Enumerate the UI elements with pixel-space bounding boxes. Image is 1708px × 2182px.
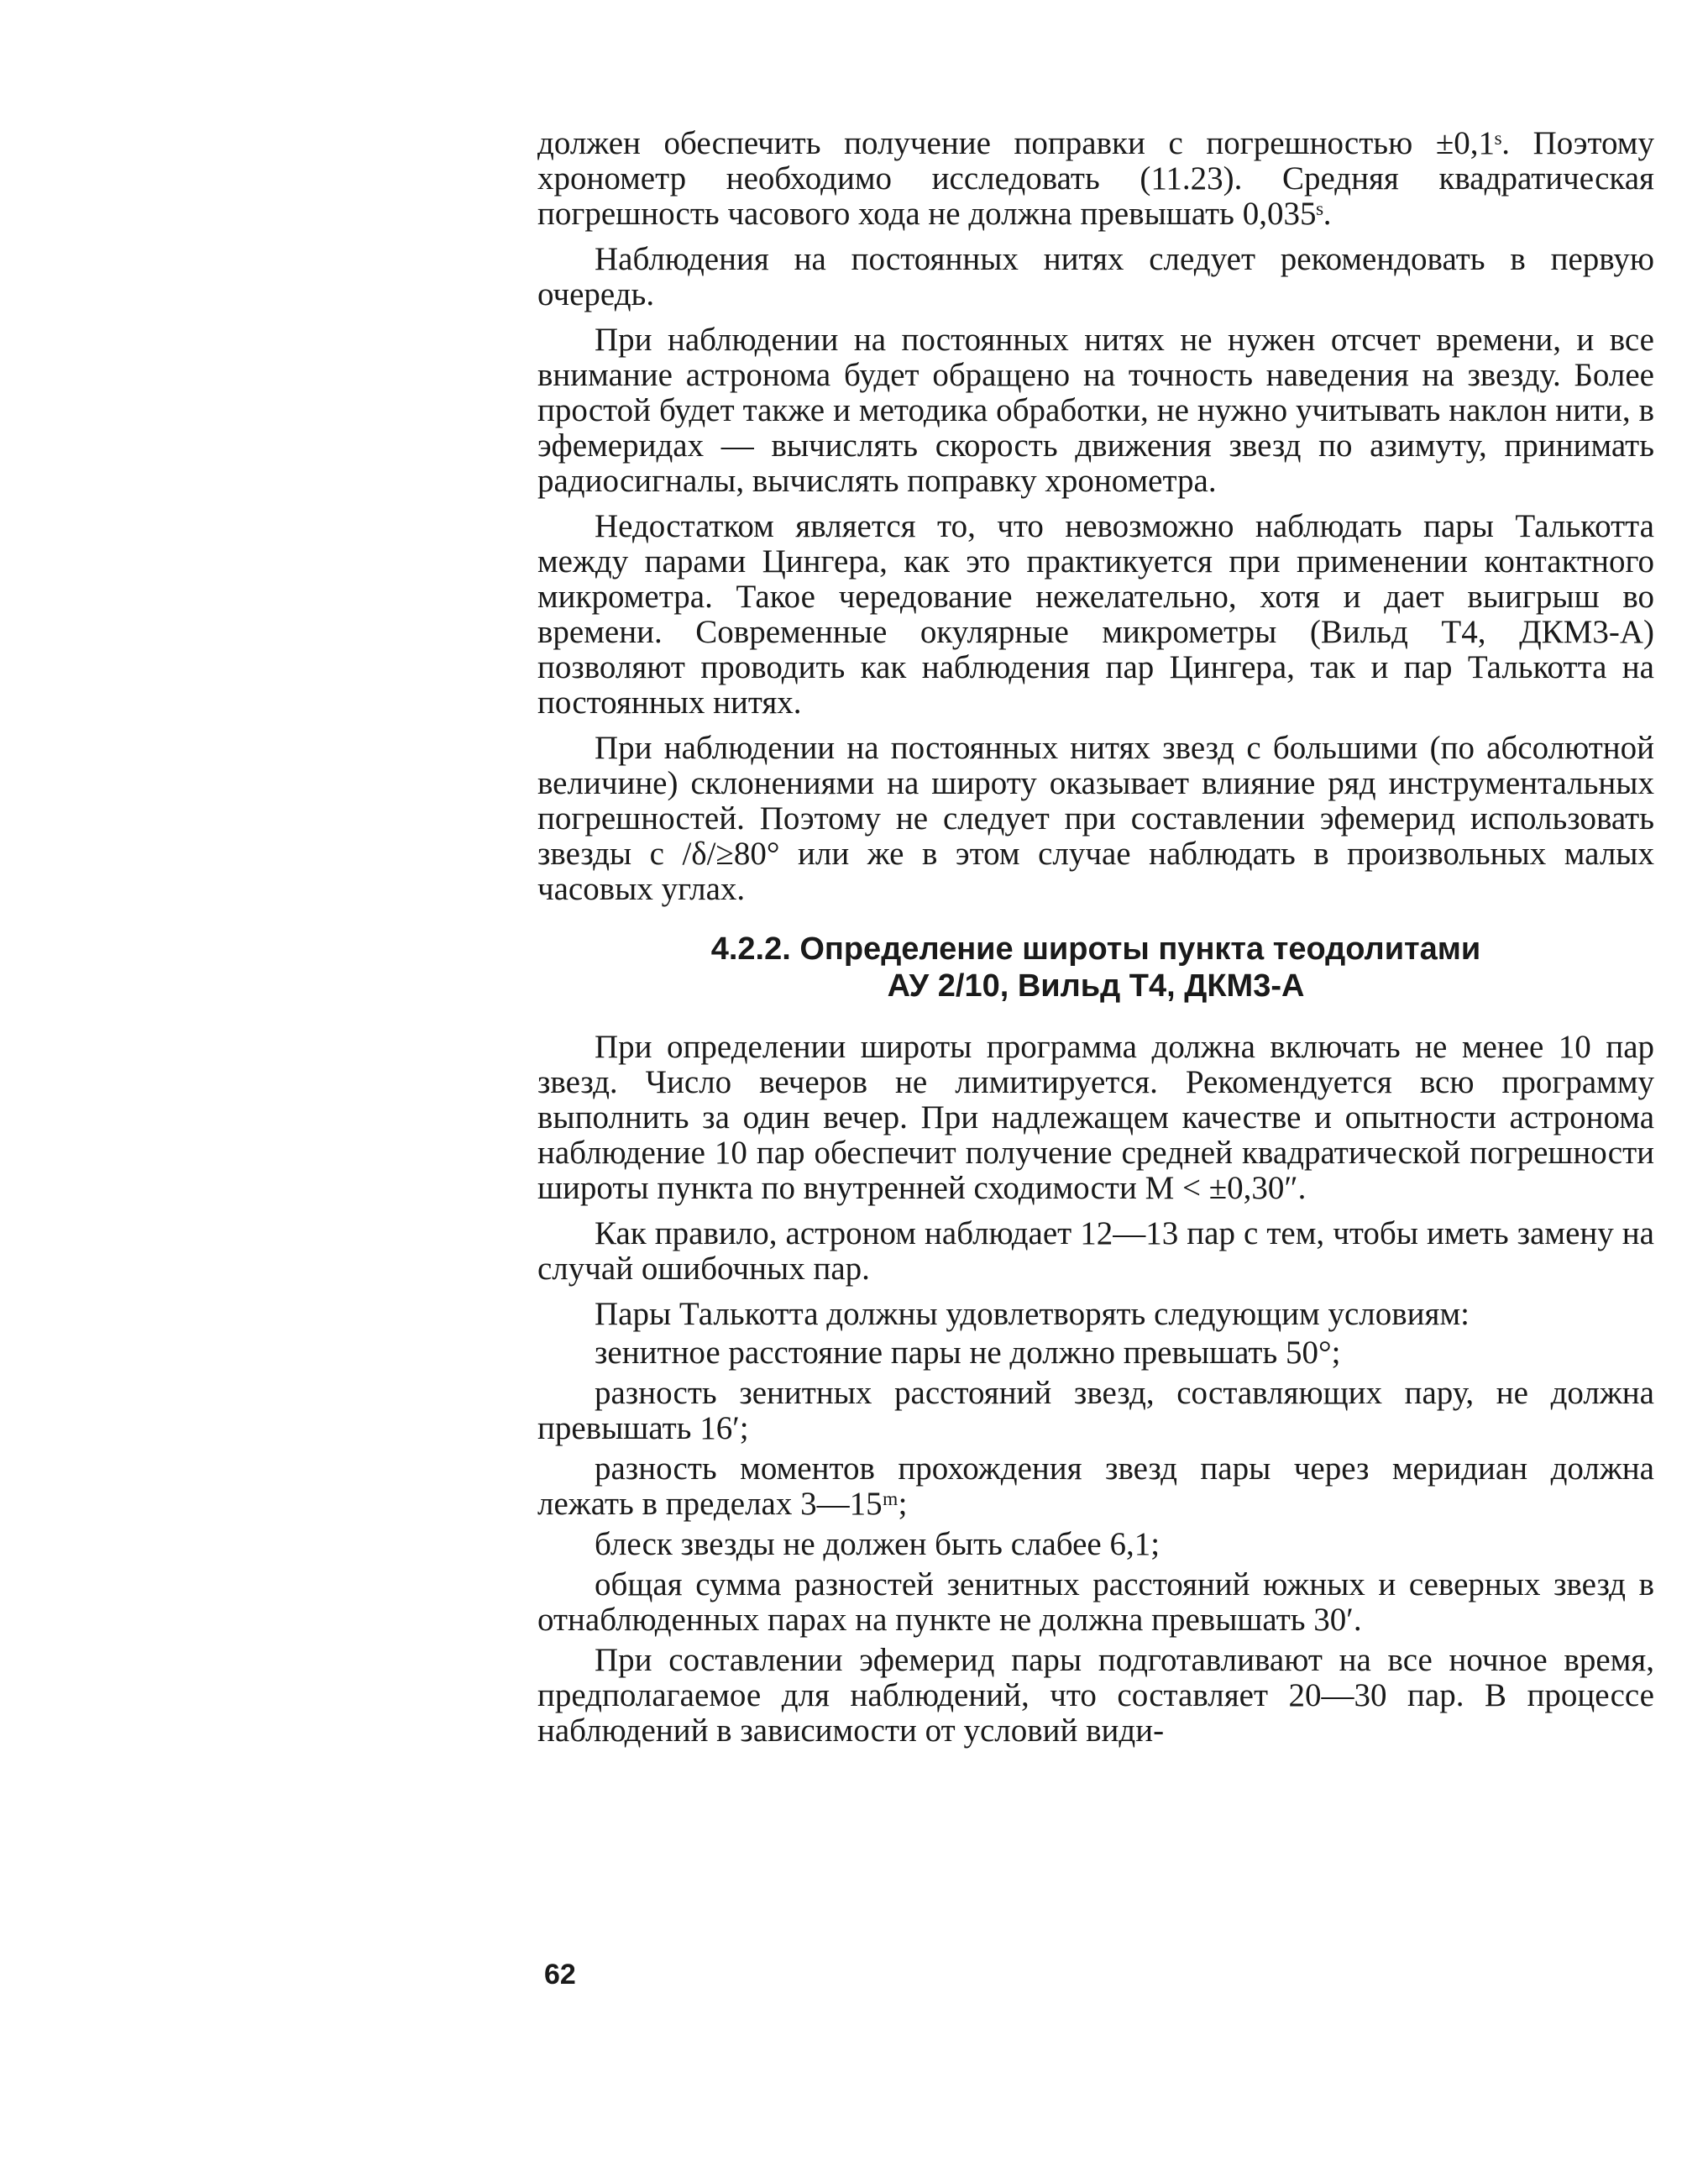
section-heading-line-1: 4.2.2. Определение широты пункта теодолитами: [710, 931, 1481, 967]
condition-item: общая сумма разностей зенитных расстояний южных и северных звезд в отнаблюденных парах на пункте не должна превышать 30′.: [537, 1566, 1654, 1638]
paragraph: Наблюдения на постоянных нитях следует рекомендовать в первую очередь.: [537, 241, 1654, 312]
condition-item: зенитное расстояние пары не должно превышать 50°;: [595, 1335, 1341, 1371]
paragraph: должен обеспечить получение поправки с погрешностью ±0,1ˢ. Поэтому хронометр необходимо исследовать (11.23). Средняя квадратическая погрешность часового хода не должна превышать 0,035ˢ.: [537, 125, 1654, 232]
paragraph: При наблюдении на постоянных нитях не нужен отсчет времени, и все внимание астронома будет обращено на точность наведения на звезду. Более простой будет также и методика обработки, не нужно учитывать наклон нити, в эфемеридах — вычислять скорость движения звезд по азимуту, принимать радиосигналы, вычислять поправку хронометра.: [537, 322, 1654, 499]
paragraph: При составлении эфемерид пары подготавливают на все ночное время, предполагаемое для наблюдений, что составляет 20—30 пар. В процессе наблюдений в зависимости от условий види-: [537, 1642, 1654, 1749]
condition-item: разность моментов прохождения звезд пары через меридиан должна лежать в пределах 3—15ᵐ;: [537, 1450, 1654, 1522]
section-heading-line-2: АУ 2/10, Вильд Т4, ДКМ3-А: [887, 968, 1305, 1004]
section-heading: [537, 931, 1654, 1004]
paragraph: Пары Талькотта должны удовлетворять следующим условиям:: [595, 1296, 1470, 1332]
paragraph: Как правило, астроном наблюдает 12—13 пар с тем, чтобы иметь замену на случай ошибочных пар.: [537, 1215, 1654, 1287]
page-body: [537, 126, 1654, 1759]
paragraph: Недостатком является то, что невозможно наблюдать пары Талькотта между парами Цингера, как это практикуется при применении контактного микрометра. Такое чередование нежелательно, хотя и дает выигрыш во времени. Современные окулярные микрометры (Вильд Т4, ДКМ3-А) позволяют проводить как наблюдения пар Цингера, так и пар Талькотта на постоянных нитях.: [537, 508, 1654, 721]
paragraph: При определении широты программа должна включать не менее 10 пар звезд. Число вечеров не лимитируется. Рекомендуется всю программу выполнить за один вечер. При надлежащем качестве и опытности астронома наблюдение 10 пар обеспечит получение средней квадратической погрешности широты пункта по внутренней сходимости M < ±0,30″.: [537, 1029, 1654, 1206]
paragraph: При наблюдении на постоянных нитях звезд с большими (по абсолютной величине) склонениями на широту оказывает влияние ряд инструментальных погрешностей. Поэтому не следует при составлении эфемерид использовать звезды с /δ/≥80° или же в этом случае наблюдать в произвольных малых часовых углах.: [537, 730, 1654, 907]
page-number: 62: [544, 1959, 576, 1991]
condition-item: блеск звезды не должен быть слабее 6,1;: [595, 1526, 1160, 1562]
condition-item: разность зенитных расстояний звезд, составляющих пару, не должна превышать 16′;: [537, 1375, 1654, 1446]
